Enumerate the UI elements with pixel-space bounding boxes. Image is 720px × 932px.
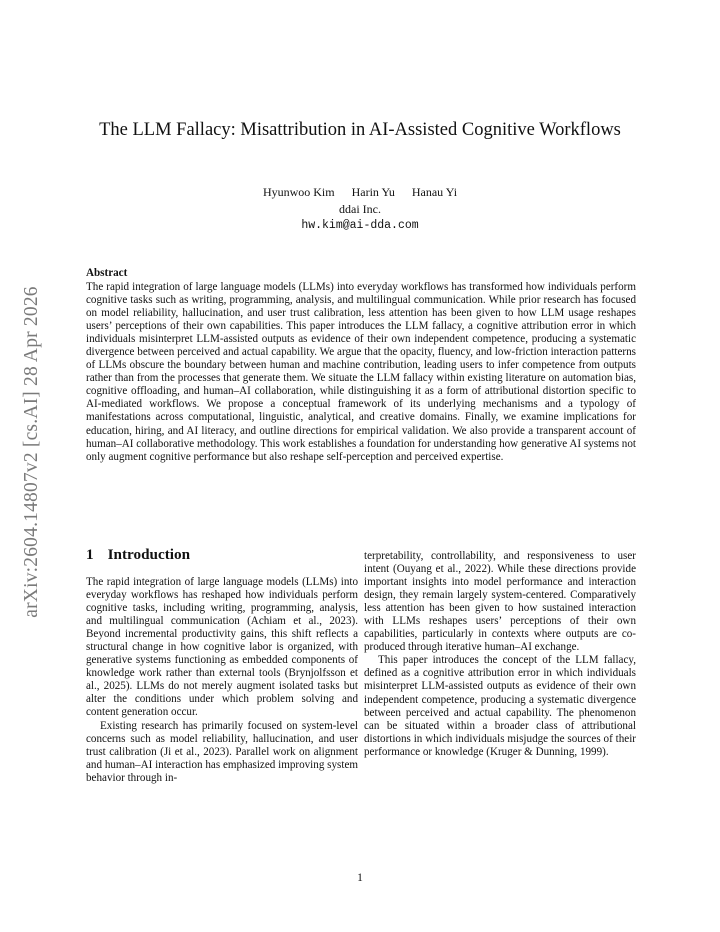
author-name: Harin Yu — [351, 185, 395, 199]
contact-email[interactable]: hw.kim@ai-dda.com — [301, 219, 419, 232]
arxiv-identifier: arXiv:2604.14807v2 [cs.AI] 28 Apr 2026 — [21, 286, 42, 618]
author-name: Hyunwoo Kim — [262, 185, 335, 199]
abstract-text: The rapid integration of large language models (LLMs) into everyday workflows has transformed how individuals perform cognitive tasks such as writing, programming, analysis, and multilingual communication. While prior research has focused on model reliability, hallucination, and user trust calibration, less attention has been given to how LLM usage reshapes users’ perceptions of their own capabilities. This paper introduces the LLM fallacy, a cognitive attribution error in which individuals misinterpret LLM-assisted outputs as evidence of their own independent competence, producing a systematic divergence between perceived and actual capability. We argue that the opacity, fluency, and low-friction interaction patterns of LLMs obscure the boundary between human and machine contribution, leading users to infer competence from outputs rather than from the processes that generate them. We situate the LLM fallacy within existing literature on automation bias, cognitive offloading, and human–AI collaboration, while distinguishing it as a form of attributional distortion specific to AI-mediated workflows. We propose a conceptual framework of its underlying mechanisms and a typology of manifestations across computational, linguistic, analytical, and creative domains. Finally, we examine implications for education, hiring, and AI literacy, and outline directions for empirical validation. We also provide a transparent account of human–AI collaborative methodology. This work establishes a foundation for understanding how generative AI systems not only augment cognitive performance but also reshape self-perception and perceived expertise. — [86, 281, 636, 463]
section-title: Introduction — [107, 546, 191, 563]
paper-title: The LLM Fallacy: Misattribution in AI-Assisted Cognitive Workflows — [99, 120, 621, 140]
body-paragraph: Existing research has primarily focused on system-level concerns such as model reliability, hallucination, and user trust calibration (Ji et al., 2023). Parallel work on alignment and human–AI interaction has emphasized improving system behavior through in- — [86, 719, 358, 784]
abstract-block — [86, 267, 636, 464]
introduction-left-column — [86, 546, 358, 785]
body-paragraph: terpretability, controllability, and responsiveness to user intent (Ouyang et al., 2022). While these directions provide important insights into model performance and interaction design, they remain largely system-centered. Comparatively less attention has been given to how sustained interaction with LLMs reshapes users’ perceptions of their own capabilities, particularly in contexts where outputs are co-produced through iterative human–AI exchange. — [364, 550, 636, 654]
section-number: 1 — [86, 546, 94, 563]
introduction-right-column — [364, 550, 636, 759]
section-heading-introduction — [86, 546, 358, 564]
author-name: Hanau Yi — [411, 185, 458, 199]
body-paragraph: This paper introduces the concept of the LLM fallacy, defined as a cognitive attribution error in which individuals misinterpret LLM-assisted outputs as evidence of their own independent competence, producing a systematic divergence between perceived and actual capability. The phenomenon can be situated within a broader class of attributional distortions in which individuals misjudge the sources of their performance or knowledge (Kruger & Dunning, 1999). — [364, 654, 636, 758]
affiliation: ddai Inc. — [339, 202, 381, 216]
arxiv-side-stamp — [12, 262, 52, 642]
body-paragraph: The rapid integration of large language models (LLMs) into everyday workflows has reshaped how individuals perform cognitive tasks, including writing, programming, analysis, and multilingual communication (Achiam et al., 2023). Beyond incremental productivity gains, this shift reflects a structural change in how cognitive labor is organized, with generative systems functioning as embedded components of knowledge work rather than external tools (Brynjolfsson et al., 2025). LLMs do not merely augment isolated tasks but alter the conditions under which problem solving and content generation occur. — [86, 576, 358, 719]
abstract-heading: Abstract — [86, 267, 128, 279]
page-number: 1 — [357, 872, 363, 884]
author-list — [86, 185, 634, 200]
